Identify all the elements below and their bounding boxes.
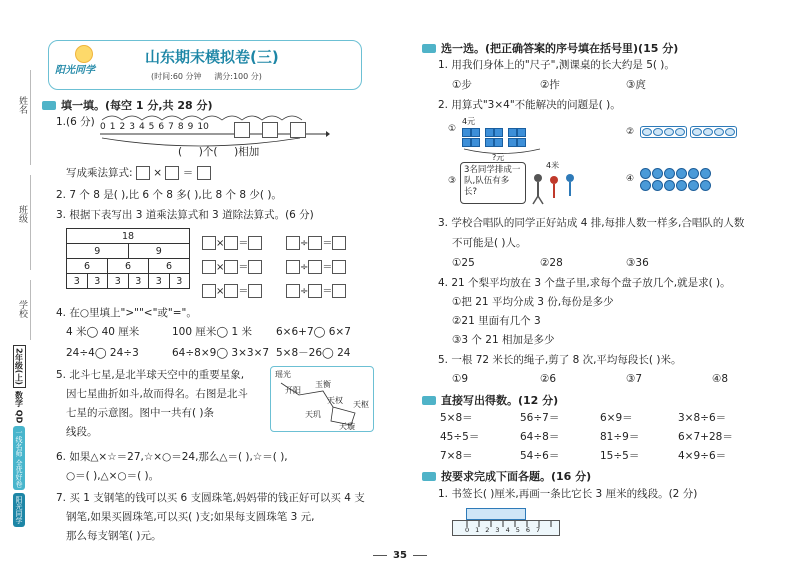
option: ③36	[626, 257, 649, 269]
q4: 4. 在○里填上">""<"或"="。	[56, 307, 197, 319]
answer-box[interactable]	[202, 236, 216, 250]
table-cell: 9	[128, 244, 190, 259]
section3-title: 直接写出得数。(12 分)	[441, 394, 559, 407]
cube-icon	[517, 138, 526, 147]
div-formulas: ÷ ＝ ÷ ＝ ÷ ＝	[286, 232, 346, 304]
apple-icon	[664, 180, 675, 191]
children-icon	[530, 170, 580, 206]
q5-line: 因七星曲折如斗,故而得名。右图是北斗	[66, 388, 248, 400]
answer-box[interactable]	[332, 260, 346, 274]
cube-icon	[494, 128, 503, 137]
number-ticks	[100, 122, 209, 132]
option: ①把 21 平均分成 3 份,每份是多少	[452, 296, 614, 308]
s2-q3-line2: 不可能是( )人。	[452, 237, 527, 249]
answer-box[interactable]	[248, 284, 262, 298]
sidebar-divider	[30, 280, 31, 340]
ruler-label: 0	[465, 526, 470, 534]
egg-icon	[703, 128, 713, 136]
star-label: 天权	[327, 396, 343, 405]
calc-item: 64÷8＝	[520, 431, 560, 443]
table-cell: 3	[87, 274, 108, 289]
table-cell: 3	[169, 274, 190, 289]
logo-text: 阳光同学	[55, 65, 95, 76]
table-cell: 6	[67, 259, 108, 274]
section-marker	[422, 472, 436, 481]
q4-item: 5×8－26◯ 24	[276, 347, 351, 359]
egg-icon	[692, 128, 702, 136]
school-label: 学校	[17, 300, 27, 318]
apple-icon	[700, 180, 711, 191]
s2-q5: 5. 一根 72 米长的绳子,剪了 8 次,平均每段长( )米。	[438, 354, 682, 366]
cube-icon	[494, 138, 503, 147]
calc-item: 3×8÷6＝	[678, 412, 727, 424]
price-label: 4元	[462, 117, 476, 126]
option: ④8	[712, 373, 729, 385]
q5-line: 线段。	[66, 426, 98, 438]
q4-item: 4 米◯ 40 厘米	[66, 326, 140, 338]
grade-tag: 2年级(上)	[13, 345, 26, 388]
option2-figure	[626, 122, 726, 142]
q2: 2. 7 个 8 是( ),比 6 个 8 多( ),比 8 个 8 少( )。	[56, 189, 282, 201]
cube-icon	[508, 138, 517, 147]
answer-box[interactable]	[136, 166, 150, 180]
q7-line2: 钢笔,如果买圆珠笔,可以买( )支;如果每支圆珠笔 3 元,	[66, 511, 315, 523]
answer-box[interactable]	[202, 284, 216, 298]
calc-item: 6×7+28＝	[678, 431, 733, 443]
title-frame	[48, 40, 362, 90]
apple-icon	[676, 168, 687, 179]
answer-box[interactable]	[308, 236, 322, 250]
tick-label: 9	[187, 122, 194, 132]
apple-icon	[640, 180, 651, 191]
calc-item: 6×9＝	[600, 412, 633, 424]
ruler-label: 5	[515, 526, 520, 534]
q6-line2: ○＝( ),△×○＝( )。	[66, 470, 160, 482]
q4-item: 64÷8×9◯ 3×3×7	[172, 347, 270, 359]
cube-icon	[485, 138, 494, 147]
logo	[55, 47, 113, 75]
star-label: 天璇	[339, 422, 355, 431]
cube-group	[462, 128, 479, 147]
s2-q4: 4. 21 个梨平均放在 3 个盘子里,求每个盘子放几个,就是求( )。	[438, 277, 731, 289]
option: ②6	[540, 373, 557, 385]
answer-boxes	[234, 122, 306, 138]
option: ③3 个 21 相加是多少	[452, 334, 555, 346]
apple-icon	[652, 168, 663, 179]
q5-line: 5. 北斗七星,是北半球天空中的重要星象,	[56, 369, 245, 381]
star-label: 瑶光	[275, 370, 291, 379]
ruler-label: 2	[485, 526, 490, 534]
star-label: 开阳	[285, 386, 301, 395]
apple-icon	[640, 168, 651, 179]
tick-label: 4	[138, 122, 145, 132]
answer-box[interactable]	[165, 166, 179, 180]
answer-box[interactable]	[262, 122, 278, 138]
q1-formula-row: 写成乘法算式: × ＝	[66, 166, 211, 180]
calc-item: 56÷7＝	[520, 412, 560, 424]
answer-box[interactable]	[332, 284, 346, 298]
cube-icon	[508, 128, 517, 137]
ruler-label: 6	[525, 526, 530, 534]
star-label: 天玑	[305, 410, 321, 419]
egg-icon	[664, 128, 674, 136]
tick-label: 5	[148, 122, 155, 132]
ruler-label: 4	[505, 526, 510, 534]
option: ③庹	[626, 79, 646, 91]
sidebar-divider	[30, 70, 31, 165]
option-label: ④	[626, 174, 635, 184]
egg-icon	[653, 128, 663, 136]
s2-q2: 2. 用算式"3×4"不能解决的问题是( )。	[438, 99, 621, 111]
answer-box[interactable]	[202, 260, 216, 274]
egg-icon	[725, 128, 735, 136]
star-label: 天枢	[353, 400, 369, 409]
answer-box[interactable]	[197, 166, 211, 180]
answer-box[interactable]	[248, 260, 262, 274]
answer-box[interactable]	[224, 260, 238, 274]
sidebar-divider	[30, 175, 31, 270]
answer-box[interactable]	[290, 122, 306, 138]
calc-item: 45÷5＝	[440, 431, 480, 443]
egg-trays	[640, 126, 737, 138]
answer-box[interactable]	[224, 236, 238, 250]
number-table	[66, 228, 190, 289]
tick-label: 2	[119, 122, 126, 132]
ruler	[452, 520, 560, 536]
q7-line1: 7. 买 1 支钢笔的钱可以买 6 支圆珠笔,妈妈带的钱正好可以买 4 支	[56, 492, 365, 504]
mult-formulas: × ＝ × ＝ × ＝	[202, 232, 262, 304]
ruler-label: 1	[475, 526, 480, 534]
apple-icon	[688, 168, 699, 179]
apple-icon	[688, 180, 699, 191]
cube-group	[485, 128, 502, 147]
calc-item: 81÷9＝	[600, 431, 640, 443]
egg-icon	[675, 128, 685, 136]
cube-icon	[485, 128, 494, 137]
q4-item: 6×6+7◯ 6×7	[276, 326, 351, 338]
option: ①9	[452, 373, 469, 385]
big-dipper-figure	[270, 366, 374, 432]
table-cell: 3	[149, 274, 170, 289]
apple-icon	[700, 168, 711, 179]
section-marker	[422, 396, 436, 405]
ruler-figure	[452, 508, 564, 538]
logo-tag: 阳光同学	[13, 493, 25, 527]
tick-label: 8	[177, 122, 184, 132]
answer-box[interactable]	[234, 122, 250, 138]
cube-icon	[462, 138, 471, 147]
option: ③7	[626, 373, 643, 385]
price-label: ?元	[492, 153, 505, 162]
page-number: 35	[393, 550, 407, 561]
q5-line: 七星的示意图。图中一共有( )条	[66, 407, 215, 419]
q6-line1: 6. 如果△×☆＝27,☆×○＝24,那么△＝( ),☆＝( ),	[56, 451, 288, 463]
table-cell: 9	[67, 244, 129, 259]
option4-figure	[626, 166, 726, 192]
option: ①步	[452, 79, 472, 91]
footer-rule	[373, 555, 387, 556]
egg-tray	[640, 126, 687, 138]
answer-box[interactable]	[248, 236, 262, 250]
option3-figure	[448, 160, 584, 208]
q1-label: 1.(6 分)	[56, 116, 95, 128]
ruler-label: 3	[495, 526, 500, 534]
page-title: 山东期末模拟卷(三)	[145, 48, 279, 66]
egg-tray	[690, 126, 737, 138]
s2-q3-line1: 3. 学校合唱队的同学正好站成 4 排,每排人数一样多,合唱队的人数	[438, 217, 745, 229]
section1-title: 填一填。(每空 1 分,共 28 分)	[61, 99, 213, 112]
option: ②28	[540, 257, 563, 269]
section-marker	[42, 101, 56, 110]
q1-caption: ( )个( )相加	[178, 146, 260, 158]
cube-icon	[471, 128, 480, 137]
option: ②21 里面有几个 3	[452, 315, 541, 327]
cube-icon	[462, 128, 471, 137]
section3-heading	[422, 392, 558, 408]
calc-item: 5×8＝	[440, 412, 473, 424]
cube-group	[508, 128, 525, 147]
section1-heading	[42, 97, 213, 113]
table-cell: 3	[108, 274, 129, 289]
cube-groups	[462, 128, 525, 147]
bookmark	[466, 508, 526, 520]
q7-line3: 那么每支钢笔( )元。	[66, 530, 162, 542]
calc-item: 15÷5＝	[600, 450, 640, 462]
answer-box[interactable]	[332, 236, 346, 250]
option: ②拃	[540, 79, 560, 91]
section2-title: 选一选。(把正确答案的序号填在括号里)(15 分)	[441, 42, 679, 55]
apple-icon	[676, 180, 687, 191]
name-label: 姓名	[17, 96, 27, 114]
ruler-labels	[465, 526, 540, 534]
tick-label: 7	[168, 122, 174, 132]
star-label: 玉衡	[315, 380, 331, 389]
subject-tag: 数学 QD	[14, 390, 24, 424]
apple-group	[640, 168, 711, 191]
cube-icon	[471, 138, 480, 147]
answer-box[interactable]	[286, 284, 300, 298]
option1-figure	[448, 116, 568, 162]
answer-box[interactable]	[224, 284, 238, 298]
calc-item: 4×9÷6＝	[678, 450, 727, 462]
egg-icon	[642, 128, 652, 136]
footer-rule	[413, 555, 427, 556]
section2-heading	[422, 40, 678, 56]
series-tag: 一线名师 全优好卷	[13, 426, 25, 490]
section4-heading	[422, 468, 591, 484]
answer-box[interactable]	[308, 260, 322, 274]
option: ①25	[452, 257, 475, 269]
calc-item: 54÷6＝	[520, 450, 560, 462]
page-footer	[360, 550, 440, 561]
distance-label: 4米	[546, 161, 560, 170]
speech-bubble: 3名同学排成一队,队伍有多长?	[460, 162, 526, 204]
option-label: ②	[626, 127, 635, 137]
calc-item: 7×8＝	[440, 450, 473, 462]
answer-box[interactable]	[286, 236, 300, 250]
section-marker	[422, 44, 436, 53]
book-tag	[10, 345, 28, 545]
tick-label: 1	[109, 122, 116, 132]
q4-item: 100 厘米◯ 1 米	[172, 326, 252, 338]
option-label: ①	[448, 124, 457, 134]
s4-q1: 1. 书签长( )厘米,再画一条比它长 3 厘米的线段。(2 分)	[438, 488, 698, 500]
table-cell: 3	[128, 274, 149, 289]
q4-item: 24÷4◯ 24÷3	[66, 347, 139, 359]
cube-icon	[517, 128, 526, 137]
tick-label: 10	[197, 122, 209, 132]
class-label: 班级	[17, 205, 27, 223]
ruler-label: 7	[535, 526, 541, 534]
q3: 3. 根据下表写出 3 道乘法算式和 3 道除法算式。(6 分)	[56, 209, 314, 221]
tick-label: 0	[100, 122, 106, 132]
exam-info: (时间:60 分钟 满分:100 分)	[151, 72, 262, 81]
table-cell: 6	[149, 259, 190, 274]
answer-box[interactable]	[308, 284, 322, 298]
option-label: ③	[448, 176, 457, 186]
table-cell: 6	[108, 259, 149, 274]
table-cell: 3	[67, 274, 88, 289]
egg-icon	[714, 128, 724, 136]
tick-label: 3	[129, 122, 135, 132]
section4-title: 按要求完成下面各题。(16 分)	[441, 470, 592, 483]
s2-q1: 1. 用我们身体上的"尺子",测课桌的长大约是 5( )。	[438, 59, 675, 71]
apple-icon	[652, 180, 663, 191]
answer-box[interactable]	[286, 260, 300, 274]
tick-label: 6	[158, 122, 165, 132]
table-cell: 18	[67, 229, 190, 244]
q1-formula-label: 写成乘法算式:	[66, 167, 133, 179]
apple-icon	[664, 168, 675, 179]
